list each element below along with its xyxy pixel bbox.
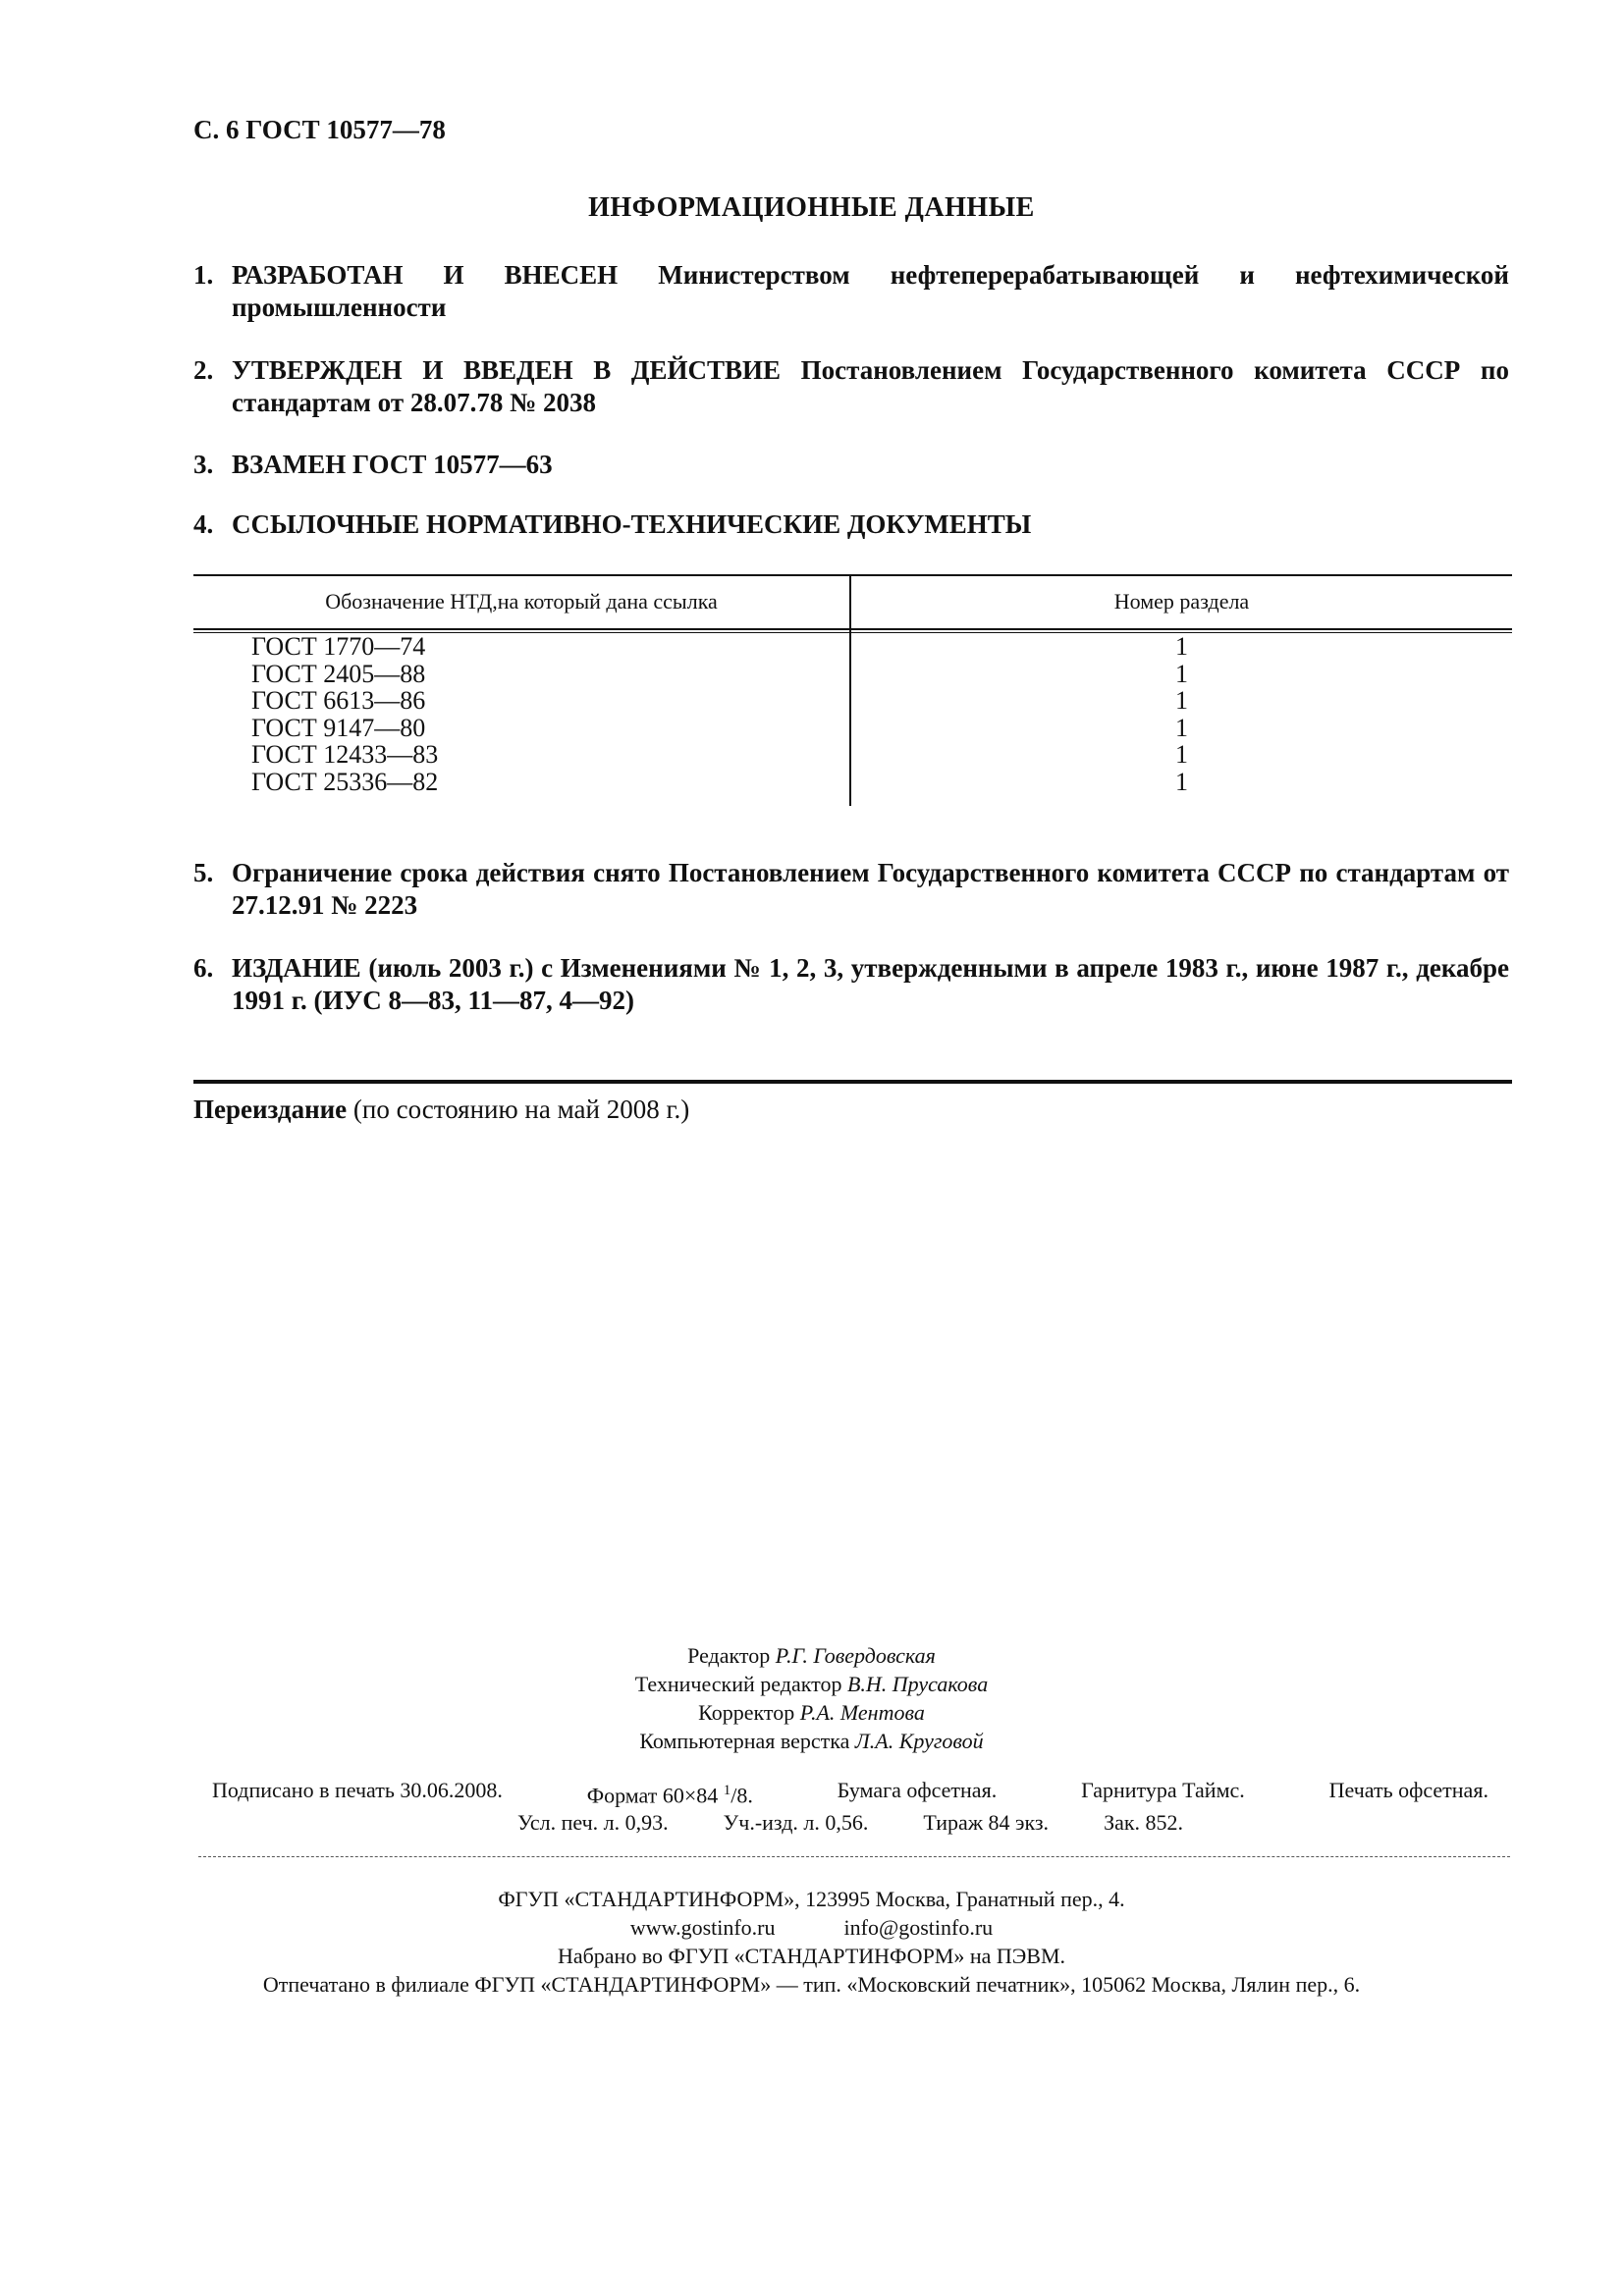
table-cell-designation: ГОСТ 25336—82 bbox=[251, 767, 439, 796]
table-row bbox=[193, 633, 1512, 661]
credit-name: Л.А. Круговой bbox=[854, 1729, 984, 1753]
print-edition-sheets: Уч.-изд. л. 0,56. bbox=[723, 1810, 869, 1836]
credit-role: Компьютерная верстка bbox=[639, 1729, 850, 1753]
publisher-printed: Отпечатано в филиале ФГУП «СТАНДАРТИНФОРМ» — тип. «Московский печатник», 105062 Москва, Лялин пер., 6. bbox=[262, 1972, 1361, 1997]
table-row bbox=[193, 715, 1512, 742]
credits-block bbox=[0, 1641, 1623, 1755]
table-cell-designation: ГОСТ 1770—74 bbox=[251, 632, 426, 661]
reprint-rule bbox=[193, 1080, 1512, 1084]
table-cell-section: 1 bbox=[1175, 632, 1188, 661]
item-text: ССЫЛОЧНЫЕ НОРМАТИВНО-ТЕХНИЧЕСКИЕ ДОКУМЕНТЫ bbox=[232, 509, 1032, 539]
print-format-prefix: Формат 60×84 bbox=[586, 1783, 719, 1808]
publisher-address: ФГУП «СТАНДАРТИНФОРМ», 123995 Москва, Гранатный пер., 4. bbox=[498, 1887, 1125, 1911]
credit-name: Р.Г. Говердовская bbox=[775, 1643, 936, 1668]
item-text: ВЗАМЕН ГОСТ 10577—63 bbox=[232, 450, 553, 479]
table-row bbox=[193, 687, 1512, 715]
credit-tech-editor bbox=[0, 1670, 1623, 1698]
table-body bbox=[193, 633, 1512, 795]
page-header: С. 6 ГОСТ 10577—78 bbox=[193, 115, 446, 144]
table-header-designation: Обозначение НТД,на который дана ссылка bbox=[325, 589, 718, 614]
item-number: 6. bbox=[193, 953, 214, 983]
credit-editor bbox=[0, 1641, 1623, 1670]
print-info-row-2 bbox=[212, 1809, 1488, 1837]
print-format-numerator: 1 bbox=[723, 1783, 731, 1798]
print-order: Зак. 852. bbox=[1104, 1810, 1184, 1836]
item-number: 5. bbox=[193, 858, 214, 887]
info-item-5 bbox=[193, 857, 1509, 922]
table-header-rule bbox=[193, 628, 1512, 630]
table-row bbox=[193, 661, 1512, 688]
print-sheets: Усл. печ. л. 0,93. bbox=[516, 1810, 669, 1836]
info-item-4 bbox=[193, 508, 1509, 541]
publisher-divider bbox=[198, 1856, 1510, 1857]
item-text: РАЗРАБОТАН И ВНЕСЕН Министерством нефтеперерабатывающей и нефтехимической промышленности bbox=[232, 260, 1509, 322]
item-text: Ограничение срока действия снято Постановлением Государственного комитета СССР по стандартам от 27.12.91 № 2223 bbox=[232, 858, 1509, 920]
info-item-3 bbox=[193, 449, 1509, 481]
table-cell-section: 1 bbox=[1175, 713, 1188, 742]
publisher-email: info@gostinfo.ru bbox=[843, 1915, 994, 1940]
print-format-denominator: /8. bbox=[730, 1783, 753, 1808]
print-run: Тираж 84 экз. bbox=[923, 1810, 1050, 1836]
info-item-6 bbox=[193, 952, 1509, 1017]
print-info bbox=[212, 1777, 1488, 1837]
item-text: УТВЕРЖДЕН И ВВЕДЕН В ДЕЙСТВИЕ Постановлением Государственного комитета СССР по стандартам от 28.07.78 № 2038 bbox=[232, 355, 1509, 417]
table-cell-section: 1 bbox=[1175, 659, 1188, 688]
print-typeface: Гарнитура Таймс. bbox=[1081, 1778, 1245, 1802]
table-row bbox=[193, 741, 1512, 769]
credit-name: Р.А. Ментова bbox=[799, 1700, 925, 1725]
table-cell-section: 1 bbox=[1175, 740, 1188, 769]
info-item-2 bbox=[193, 354, 1509, 419]
credit-role: Редактор bbox=[687, 1643, 771, 1668]
table-cell-designation: ГОСТ 12433—83 bbox=[251, 740, 439, 769]
section-title: ИНФОРМАЦИОННЫЕ ДАННЫЕ bbox=[588, 192, 1035, 223]
table-cell-section: 1 bbox=[1175, 767, 1188, 796]
print-paper: Бумага офсетная. bbox=[837, 1778, 998, 1802]
print-info-row-1 bbox=[212, 1777, 1488, 1809]
publisher-block bbox=[0, 1885, 1623, 1999]
reprint-note bbox=[193, 1095, 689, 1125]
reprint-label: Переиздание bbox=[193, 1095, 348, 1124]
item-number: 1. bbox=[193, 260, 214, 290]
publisher-website: www.gostinfo.ru bbox=[629, 1915, 776, 1940]
table-row bbox=[193, 769, 1512, 796]
item-number: 3. bbox=[193, 450, 214, 479]
table-header-section: Номер раздела bbox=[1113, 589, 1250, 614]
publisher-contacts bbox=[0, 1913, 1623, 1942]
credit-name: В.Н. Прусакова bbox=[846, 1672, 989, 1696]
table-cell-designation: ГОСТ 9147—80 bbox=[251, 713, 426, 742]
print-signed: Подписано в печать 30.06.2008. bbox=[212, 1778, 503, 1802]
table-cell-designation: ГОСТ 6613—86 bbox=[251, 686, 426, 715]
item-number: 4. bbox=[193, 509, 214, 539]
reference-table bbox=[193, 574, 1512, 806]
reprint-date: (по состоянию на май 2008 г.) bbox=[352, 1095, 690, 1124]
publisher-typeset: Набрано во ФГУП «СТАНДАРТИНФОРМ» на ПЭВМ. bbox=[557, 1944, 1066, 1968]
table-cell-designation: ГОСТ 2405—88 bbox=[251, 659, 426, 688]
info-item-1 bbox=[193, 259, 1509, 324]
print-method: Печать офсетная. bbox=[1328, 1778, 1488, 1802]
print-format bbox=[587, 1777, 753, 1809]
item-number: 2. bbox=[193, 355, 214, 385]
credit-layout bbox=[0, 1727, 1623, 1755]
credit-proofreader bbox=[0, 1698, 1623, 1727]
credit-role: Технический редактор bbox=[634, 1672, 842, 1696]
credit-role: Корректор bbox=[698, 1700, 795, 1725]
table-cell-section: 1 bbox=[1175, 686, 1188, 715]
item-text: ИЗДАНИЕ (июль 2003 г.) с Изменениями № 1, 2, 3, утвержденными в апреле 1983 г., июне 1987 г., декабре 1991 г. (ИУС 8—83, 11—87, 4—92) bbox=[232, 953, 1509, 1015]
